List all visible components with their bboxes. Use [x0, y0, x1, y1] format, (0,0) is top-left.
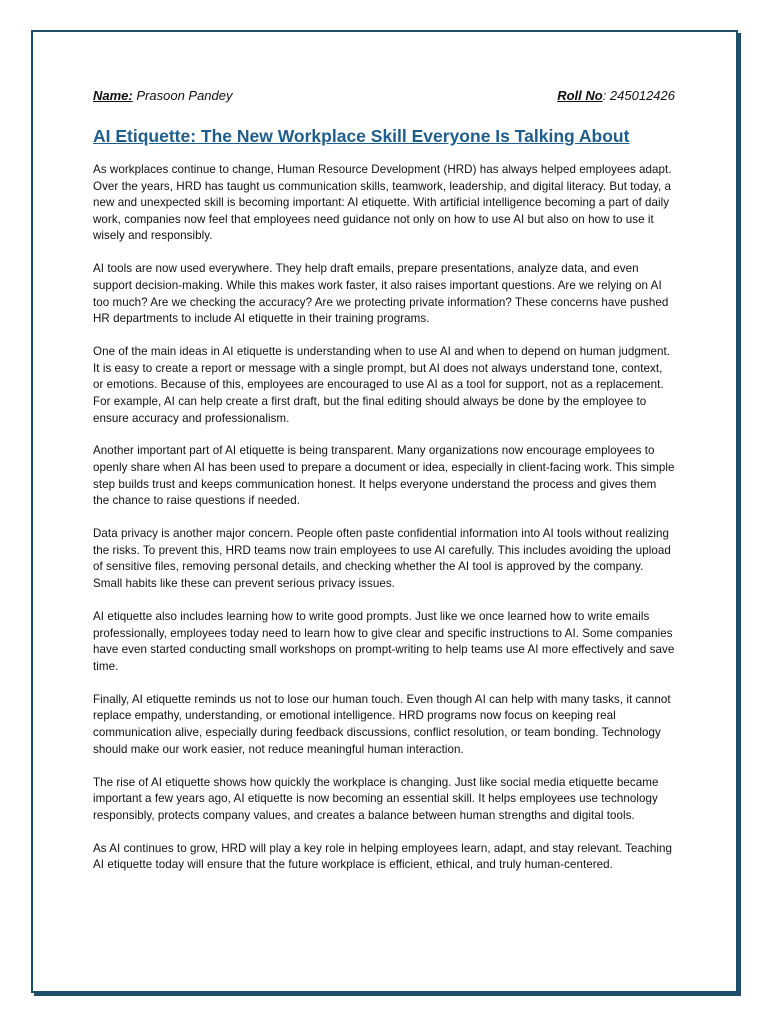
paragraph-9: As AI continues to grow, HRD will play a key role in helping employees learn, adapt, and stay relevant. Teaching AI etiquette today will ensure that the future workplace is efficient, ethical, and truly human-centered. — [93, 841, 672, 872]
paragraph-3: One of the main ideas in AI etiquette is understanding when to use AI and when to depend on human judgment. It is easy to create a report or message with a single prompt, but AI does not always understand tone, context, or emotions. Because of this, employees are encouraged to use AI as a tool for support, not as a replacement. For example, AI can help create a first draft, but the final editing should always be done by the employee to ensure accuracy and professionalism. — [93, 345, 671, 425]
paragraph-6: AI etiquette also includes learning how to write good prompts. Just like we once learned how to write emails professionally, employees today need to learn how to give clear and specific instructions to AI. Some companies have even started conducting small workshops on prompt-writing to help teams use AI more effectively and save time. — [93, 610, 675, 673]
paragraph-8: The rise of AI etiquette shows how quickly the workplace is changing. Just like social media etiquette became important a few years ago, AI etiquette is now becoming an essential skill. It helps employees use technology responsibly, protects company values, and creates a balance between human strengths and digital tools. — [93, 775, 659, 822]
paragraph-2: AI tools are now used everywhere. They help draft emails, prepare presentations, analyze data, and even support decision-making. While this makes work faster, it also raises important questions. Are we relying on AI too much? Are we checking the accuracy? Are we protecting private information? These concerns have pushed HR departments to include AI etiquette in their training programs. — [93, 262, 669, 326]
paragraph-5: Data privacy is another major concern. People often paste confidential information into AI tools without realizing the risks. To prevent this, HRD teams now train employees to use AI carefully. This includes avoiding the upload of sensitive files, removing personal details, and checking whether the AI tool is approved by the company. Small habits like these can prevent serious privacy issues. — [93, 527, 671, 591]
name-label: Name: — [93, 88, 133, 103]
name-value: Prasoon Pandey — [136, 88, 233, 103]
paragraph-4: Another important part of AI etiquette is being transparent. Many organizations now encourage employees to openly share when AI has been used to prepare a document or idea, especially in client-facing work. This simple step builds trust and keeps communication honest. It helps everyone understand the process and gives them the chance to raise questions if needed. — [93, 444, 675, 508]
roll-number — [557, 86, 675, 106]
roll-label: Roll No — [557, 88, 603, 103]
document-title: AI Etiquette: The New Workplace Skill Everyone Is Talking About — [93, 126, 630, 146]
header-line — [93, 86, 675, 106]
roll-value: : 245012426 — [602, 88, 675, 103]
student-name — [93, 86, 233, 106]
paragraph-1: As workplaces continue to change, Human Resource Development (HRD) has always helped employees adapt. Over the years, HRD has taught us communication skills, teamwork, leadership, and digital literacy. But today, a new and unexpected skill is becoming important: AI etiquette. With artificial intelligence becoming a part of daily work, companies now feel that employees need guidance not only on how to use AI but also on how to use it wisely and responsibly. — [93, 163, 672, 243]
paragraph-7: Finally, AI etiquette reminds us not to lose our human touch. Even though AI can help with many tasks, it cannot replace empathy, understanding, or emotional intelligence. HRD programs now focus on keeping real communication alive, especially during feedback discussions, conflict resolution, or team bonding. Technology should make our work easier, not reduce meaningful human interaction. — [93, 692, 671, 756]
document-body — [93, 86, 675, 890]
